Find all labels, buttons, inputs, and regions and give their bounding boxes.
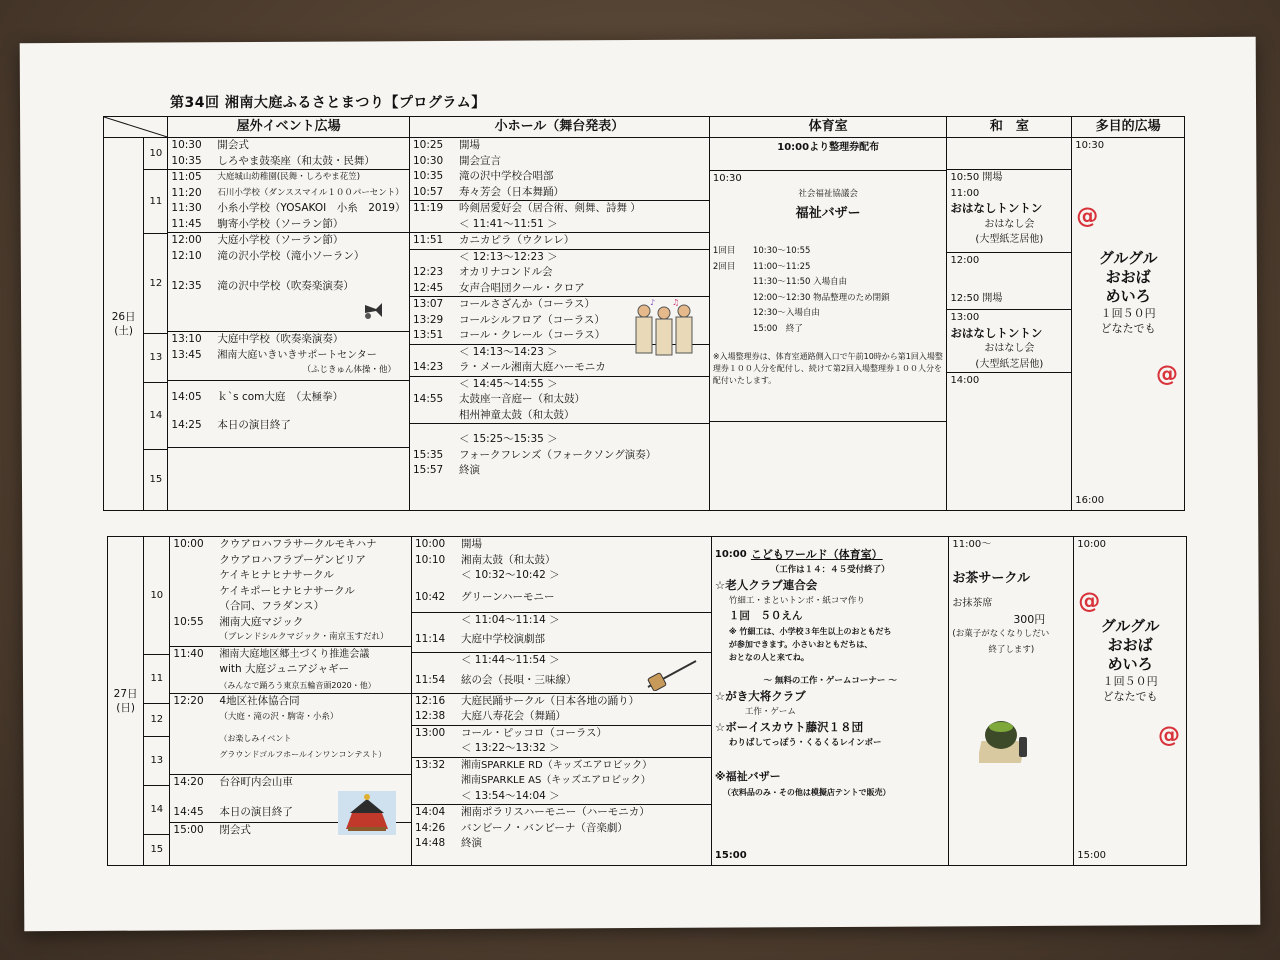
outdoor-column-day1 — [168, 138, 410, 511]
list-item: 12:35 滝の沢中学校（吹奏楽演奏） — [171, 280, 354, 292]
list-item: 14:05 ｋ`s com大庭 （太極拳） — [171, 391, 344, 403]
list-item: 11:30～11:50 入場自由 — [752, 277, 848, 287]
list-item: 15:00 終了 — [752, 323, 803, 334]
list-item: 14:48 終演 — [414, 837, 482, 849]
list-item: （ふじきゅん体操・他） — [302, 365, 396, 375]
list-item: （みんなで踊ろう東京五輪音頭2020・他） — [219, 680, 376, 690]
list-item: 13:07 コールさざんか（コーラス） — [412, 298, 595, 310]
header-washitsu: 和 室 — [947, 117, 1072, 138]
list-item: ＜ 15:25～15:35 ＞ — [458, 433, 558, 445]
list-item: 11:54 絃の会（長唄・三味線） — [414, 673, 577, 686]
list-item: 15:57 終演 — [412, 464, 480, 476]
list-item: （合同、フラダンス） — [219, 600, 325, 612]
list-item: 14:45 本日の演目終了 — [173, 805, 293, 818]
list-item: 10:35 しろやま鼓楽座（和太鼓・民舞） — [171, 154, 375, 167]
list-item: 10:25 開場 — [412, 139, 480, 151]
list-item: ＜ 13:54～14:04 ＞ — [460, 789, 560, 802]
list-item: 12:38 大庭八寿花会（舞踊） — [414, 710, 566, 722]
page-title: 第34回 湘南大庭ふるさとまつり【プログラム】 — [170, 95, 486, 111]
gym-column-day2: 10:00 こどもワールド（体育室） （工作は１４：４５受付終了） ☆老人クラブ連合会 竹細工・まといトンボ・紙コマ作り １回 ５０えん ※ 竹細工は、小学校３年生以上のおともだち が参加できます。小さいおともだちは、 おとなの人と来てね。 ～ 無料の工作・ゲームコーナー ～ ☆がき大将クラブ 工作・ゲーム ☆ボーイスカウト藤沢１８団 わりばしてっぽう・くるくるレインボー ※福祉バザー （衣料品のみ・その他は模擬店テントで販売） 15:00 — [711, 537, 949, 866]
spiral-icon: @ — [1076, 204, 1099, 229]
spiral-icon: @ — [1158, 723, 1180, 748]
list-item: ＜ 10:32～10:42 ＞ — [460, 569, 560, 581]
list-item: with 大庭ジュニアジャギー — [219, 663, 350, 675]
list-item: 14:20 台谷町内会山車 — [173, 776, 293, 788]
plaza-column-day1: 10:30 @ グルグル おおば めいろ １回５０円 どなたでも @ 16:00 — [1072, 138, 1185, 511]
list-item: 11:30 小糸小学校（YOSAKOI 小糸 2019） — [171, 202, 406, 214]
schedule-day1 — [103, 116, 1185, 511]
list-item: 11:19 吟剣居愛好会（居合術、剣舞、詩舞 ） — [412, 202, 641, 214]
list-item: 15:00 閉会式 — [173, 824, 251, 836]
day-label: 26日 (土) — [104, 138, 144, 511]
shamisen-icon — [644, 657, 700, 691]
spiral-icon: @ — [1078, 589, 1101, 614]
list-item: 10:00 クウアロハフラサークルモキハナ — [173, 538, 377, 550]
list-item: ＜ 11:04～11:14 ＞ — [460, 613, 560, 626]
list-item: （ブレンドシルクマジック・南京玉すだれ） — [219, 632, 389, 642]
list-item: 10:30 開会宣言 — [412, 154, 501, 167]
matcha-tea-icon — [979, 715, 1035, 767]
list-item: 12:16 大庭民踊サークル（日本各地の踊り） — [414, 694, 640, 707]
list-item: 10:42 グリーンハーモニー — [414, 590, 555, 603]
outdoor-column-day2 — [170, 537, 412, 866]
list-item: 12:10 滝の沢小学校（滝小ソーラン） — [171, 249, 365, 262]
list-item: 14:23 ラ・メール湘南大庭ハーモニカ — [412, 361, 606, 373]
list-item: 10:00 こどもワールド（体育室） — [714, 548, 883, 561]
list-item: 10:35 滝の沢中学校合唱部 — [412, 170, 554, 182]
schedule-day2 — [107, 536, 1187, 866]
list-item: 12:23 オカリナコンドル会 — [412, 266, 553, 278]
list-item: （お楽しみイベント — [219, 734, 292, 743]
list-item: 13:00 コール・ピッコロ（コーラス） — [414, 726, 608, 739]
list-item: 12:20 4地区社体協合同 — [173, 695, 300, 707]
hour-column: 10 11 12 13 14 15 — [144, 138, 168, 511]
list-item: 13:51 コール・クレール（コーラス） — [412, 329, 606, 341]
list-item: ケイキヒナヒナサークル — [219, 569, 334, 581]
list-item: 11:20 石川小学校（ダンススマイル１００パーセント） — [171, 186, 404, 199]
festival-float-icon — [338, 791, 396, 835]
list-item: ＜ 11:44～11:54 ＞ — [460, 654, 560, 666]
list-item: ＜ 14:13～14:23 ＞ — [458, 345, 558, 358]
list-item: （大庭・滝の沢・駒寄・小糸） — [219, 711, 339, 722]
list-item: 10:10 湘南太鼓（和太鼓） — [414, 553, 556, 566]
list-item: 11:14 大庭中学校演劇部 — [414, 633, 545, 646]
header-outdoor: 屋外イベント広場 — [168, 117, 410, 138]
list-item: 14:55 太鼓座一音庭ー（和太鼓） — [412, 393, 585, 405]
list-item: 13:10 大庭中学校（吹奏楽演奏） — [171, 333, 344, 345]
plaza-column-day2: 10:00 @ グルグル おおば めいろ １回５０円 どなたでも @ 15:00 — [1074, 537, 1187, 866]
header-hall: 小ホール（舞台発表） — [409, 117, 709, 138]
list-item: 11:45 駒寄小学校（ソーラン節） — [171, 217, 344, 230]
list-item: ＜ 12:13～12:23 ＞ — [458, 250, 558, 263]
gym-column-day1: 10:00より整理券配布 10:30 社会福祉協議会 福祉バザー 1回目 10:30～10:55 2回目 11:00～11:25 11:30～11:50 入場自由 12:00～12:30 物品整理のため閉鎖 12:30～入場自由 15:00 終了 ※入場整理券は、体育室通路側入口で午前10時から第1回入場整理券１００人分を配付し、続けて第2回入場整理券１００人分を配付いたします。 — [709, 138, 947, 511]
choir-illustration — [632, 297, 698, 361]
list-item: 12:00 大庭小学校（ソーラン節） — [171, 234, 344, 246]
list-item: 10:00 開場 — [414, 538, 482, 550]
hour-column: 10 11 12 13 14 15 — [144, 537, 170, 866]
list-item: ＜ 14:45～14:55 ＞ — [458, 377, 558, 390]
list-item: 相州神童太鼓（和太鼓） — [458, 408, 575, 421]
day-label: 27日 (日) — [108, 537, 144, 866]
list-item: クウアロハフラプーゲンビリア — [219, 553, 366, 566]
svg-text:♫: ♫ — [671, 298, 680, 307]
spiral-icon: @ — [1156, 362, 1178, 387]
list-item: グラウンドゴルフホールインワンコンテスト） — [219, 749, 387, 759]
list-item: 11:40 湘南大庭地区郷土づくり推進会議 — [173, 647, 370, 660]
washitsu-column-day1: 10:50 開場 11:00 おはなしトントン おはなし会 (大型紙芝居他) 12:00 12:50 開場 13:00 おはなしトントン おはなし会 (大型紙芝居他) 14:00 — [947, 138, 1072, 511]
corner-cell — [104, 117, 168, 138]
header-gym: 体育室 — [709, 117, 947, 138]
trumpet-icon — [362, 299, 386, 321]
list-item: 2回目 11:00～11:25 — [712, 261, 811, 272]
list-item: 10:55 湘南大庭マジック — [173, 615, 304, 628]
list-item: ＜ 11:41～11:51 ＞ — [458, 217, 558, 230]
list-item: 11:51 カニカピラ（ウクレレ） — [412, 234, 575, 246]
list-item: 12:00～12:30 物品整理のため閉鎖 — [752, 292, 890, 303]
list-item: 15:35 フォークフレンズ（フォークソング演奏） — [412, 448, 657, 461]
list-item: 10:57 寿々芳会（日本舞踊） — [412, 185, 564, 198]
list-item: 14:25 本日の演目終了 — [171, 418, 291, 431]
list-item: 11:05 大庭城山幼稚園(民舞・しろやま花笠) — [171, 171, 361, 183]
list-item: 12:30～入場自由 — [752, 308, 820, 318]
list-item: ケイキポーヒナヒナサークル — [219, 584, 355, 597]
list-item: ＜ 13:22～13:32 ＞ — [460, 742, 560, 754]
header-plaza: 多目的広場 — [1072, 117, 1185, 138]
list-item: 13:45 湘南大庭いきいきサポートセンター — [171, 348, 377, 361]
hall-column-day1 — [409, 138, 709, 511]
svg-text:♪: ♪ — [649, 298, 656, 307]
list-item: 10:30 開会式 — [171, 139, 249, 151]
list-item: 13:32 湘南SPARKLE RD（キッズエアロビック） — [414, 758, 653, 771]
list-item: 13:29 コールシルフロア（コーラス） — [412, 313, 605, 326]
hall-column-day2 — [411, 537, 711, 866]
list-item: 湘南SPARKLE AS（キッズエアロビック） — [460, 775, 651, 786]
list-item: 14:04 湘南ポラリスハーモニー（ハーモニカ） — [414, 806, 650, 818]
washitsu-column-day2: 11:00～ お茶サークル お抹茶席 300円 (お菓子がなくなりしだい 終了します) — [949, 537, 1074, 866]
list-item: 1回目 10:30～10:55 — [712, 246, 811, 256]
list-item: 12:45 女声合唱団クール・クロア — [412, 281, 585, 294]
list-item: 14:26 バンビーノ・バンビーナ（音楽劇） — [414, 821, 628, 834]
